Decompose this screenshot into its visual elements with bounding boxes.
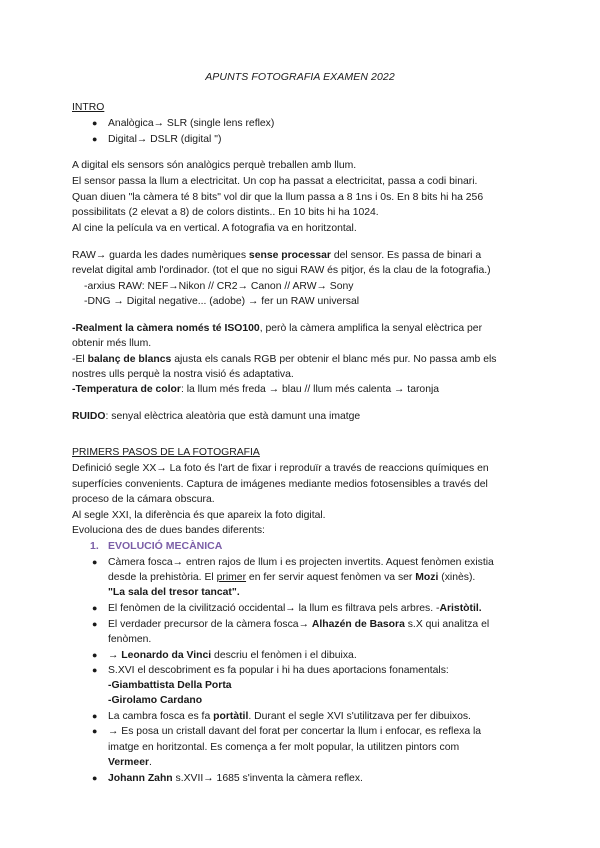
list-item-line — [108, 570, 475, 586]
raw-line: -arxius RAW: NEF→Nikon // CR2→ Canon // ARW→ Sony — [84, 281, 354, 292]
text: s.X qui analitza el — [404, 619, 490, 630]
list-item-line — [108, 585, 240, 601]
list-item: → Es posa un cristall davant del forat per concertar la llum i enfocar, es reflexa la — [108, 726, 482, 737]
list-item — [108, 771, 363, 787]
text: . — [149, 757, 152, 768]
section-heading: EVOLUCIÓ MECÀNICA — [108, 540, 223, 552]
bullet-icon: ● — [92, 134, 98, 144]
bullet-icon: ● — [92, 118, 98, 128]
list-item — [108, 648, 357, 664]
bold-text: -Giambattista Della Porta — [108, 680, 232, 691]
text: (xinès). — [438, 572, 476, 583]
balance-line: nostres ulls perquè la nostra visió és adaptativa. — [72, 369, 294, 380]
text: s.XVII→ 1685 s'inventa la càmera reflex. — [172, 773, 363, 784]
bold-text: -Girolamo Cardano — [108, 695, 203, 706]
bold-text: balanç de blancs — [87, 354, 172, 365]
text: . Durant el segle XVI s'utilitzava per fer dibuixos. — [248, 711, 471, 722]
list-item-line — [108, 678, 232, 694]
bold-text: Mozi — [415, 572, 439, 583]
bold-text: portàtil — [213, 711, 249, 722]
underlined-text: primer — [216, 572, 247, 583]
text: El fenòmen de la civilització occidental→ la llum es filtrava pels arbres. - — [108, 603, 440, 614]
paragraph-line: Quan diuen "la càmera té 8 bits" vol dir que la llum passa a 8 1ns i 0s. En 8 bits hi ha 256 — [72, 192, 484, 203]
text: ajusta els canals RGB per obtenir el blanc més pur. No passa amb els — [171, 354, 497, 365]
paragraph-line: A digital els sensors són analògics perquè treballen amb llum. — [72, 160, 357, 171]
text: : senyal elèctrica aleatòria que està damunt una imatge — [105, 411, 361, 422]
list-item — [108, 709, 471, 725]
paragraph-line: Evoluciona des de dues bandes diferents: — [72, 525, 265, 536]
paragraph-line: Al segle XXI, la diferència és que apareix la foto digital. — [72, 510, 326, 521]
bold-text: Leonardo da Vinci — [121, 650, 212, 661]
list-item — [108, 601, 482, 617]
text: El verdader precursor de la càmera fosca→ — [108, 619, 312, 630]
text: RAW→ guarda les dades numèriques — [72, 250, 249, 261]
temperature-line — [72, 382, 439, 398]
paragraph-line: proceso de la cámara obscura. — [72, 494, 215, 505]
iso-line: obtenir més llum. — [72, 338, 152, 349]
text: desde la prehistòria. El — [108, 572, 217, 583]
text: La cambra fosca es fa — [108, 711, 214, 722]
list-item-line — [108, 693, 202, 709]
primers-heading: PRIMERS PASOS DE LA FOTOGRAFIA — [72, 447, 260, 458]
paragraph-line: superfícies convenients. Captura de imágenes mediante medios fotosensibles a través del — [72, 479, 488, 490]
bullet-icon: ● — [92, 726, 98, 736]
document-title: APUNTS FOTOGRAFIA EXAMEN 2022 — [205, 71, 395, 83]
list-number: 1. — [90, 540, 99, 552]
text: : la llum més freda → blau // llum més calenta → taronja — [180, 384, 440, 395]
balance-line — [72, 352, 497, 368]
list-item: Digital→ DSLR (digital ") — [108, 134, 222, 145]
text: -El — [72, 354, 88, 365]
bold-text: Aristòtil. — [439, 603, 482, 614]
bullet-icon: ● — [92, 650, 98, 660]
list-item: S.XVI el descobriment es fa popular i hi ha dues aportacions fonamentals: — [108, 665, 449, 676]
bold-text: Vermeer — [108, 757, 150, 768]
raw-line: -DNG → Digital negative... (adobe) → fer un RAW universal — [84, 296, 360, 307]
list-item-line: fenòmen. — [108, 634, 152, 645]
bold-text: -Temperatura de color — [72, 384, 181, 395]
text: descriu el fenòmen i el dibuixa. — [211, 650, 357, 661]
list-item-line — [108, 755, 152, 771]
bullet-icon: ● — [92, 619, 98, 629]
ruido-line — [72, 409, 360, 425]
intro-heading: INTRO — [72, 102, 105, 113]
text: en fer servir aquest fenòmen va ser — [246, 572, 416, 583]
bold-text: Alhazén de Basora — [311, 619, 405, 630]
text: , però la càmera amplifica la senyal elèctrica per — [259, 323, 483, 334]
paragraph-line: El sensor passa la llum a electricitat. Un cop ha passat a electricitat, passa a codi binari. — [72, 176, 478, 187]
bold-text: "La sala del tresor tancat". — [108, 587, 240, 598]
bullet-icon: ● — [92, 665, 98, 675]
bullet-icon: ● — [92, 711, 98, 721]
paragraph-line: possibilitats (2 elevat a 8) de colors distints.. En 10 bits hi ha 1024. — [72, 207, 379, 218]
paragraph-line: Al cine la película va en vertical. A fotografia va en horitzontal. — [72, 223, 357, 234]
bold-text: Johann Zahn — [108, 773, 173, 784]
bold-text: sense processar — [248, 250, 331, 261]
bullet-icon: ● — [92, 603, 98, 613]
bold-text: RUIDO — [72, 411, 106, 422]
paragraph-line: Definició segle XX→ La foto és l'art de fixar i reproduïr a través de reaccions químiques en — [72, 463, 489, 474]
list-item: Analògica→ SLR (single lens reflex) — [108, 118, 275, 129]
bullet-icon: ● — [92, 557, 98, 567]
list-item-line: imatge en horitzontal. Es comença a fer molt popular, la utilitzen pintors com — [108, 742, 460, 753]
iso-line — [72, 321, 482, 337]
text: → — [108, 650, 122, 661]
text: del sensor. Es passa de binari a — [330, 250, 482, 261]
bold-text: -Realment la càmera només té ISO100 — [72, 323, 260, 334]
list-item: Càmera fosca→ entren rajos de llum i es projecten invertits. Aquest fenòmen existia — [108, 557, 494, 568]
list-item — [108, 617, 489, 633]
bullet-icon: ● — [92, 773, 98, 783]
raw-line: revelat digital amb l'ordinador. (tot el que no sigui RAW és pitjor, és la clau de la fotografia.) — [72, 265, 491, 276]
raw-line — [72, 248, 481, 264]
